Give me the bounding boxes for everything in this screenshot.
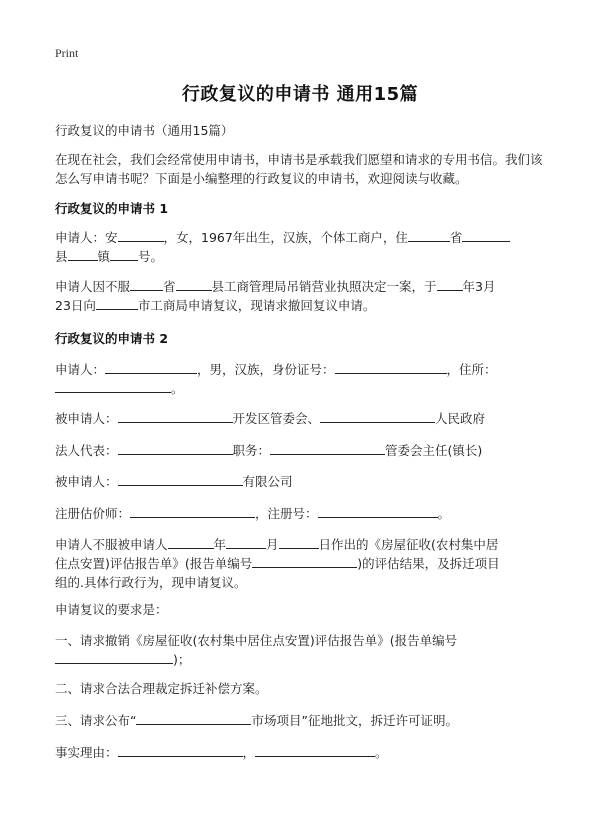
- section-1-heading: 行政复议的申请书 1: [55, 201, 169, 216]
- document-title: 行政复议的申请书 通用15篇: [181, 84, 419, 105]
- blank-line: [318, 505, 438, 518]
- section-2-heading: 行政复议的申请书 2: [55, 331, 169, 346]
- text-span: 申请人：安: [55, 230, 118, 245]
- blank-line: [130, 505, 255, 518]
- text-span: 23日向: [55, 298, 96, 313]
- text-span: 镇: [97, 249, 111, 264]
- blank-line: [320, 410, 435, 423]
- request-heading: 申请复议的要求是：: [55, 602, 168, 617]
- blank-line: [68, 248, 98, 261]
- text-span: 年: [213, 537, 227, 552]
- request-3: [55, 711, 458, 729]
- blank-line: [55, 380, 171, 393]
- blank-line: [130, 278, 163, 291]
- blank-line: [226, 536, 266, 549]
- blank-line: [118, 473, 243, 486]
- text-span: 县: [55, 249, 68, 264]
- blank-line: [55, 651, 173, 664]
- request-1: [55, 631, 550, 669]
- text-span: 省: [163, 279, 176, 294]
- blank-line: [408, 229, 450, 242]
- text-span: 。: [375, 745, 388, 760]
- text-span: 市工商局申请复议，现请求撤回复议申请。: [137, 298, 376, 313]
- text-span: 开发区管委会、: [232, 411, 321, 426]
- text-span: 法人代表：: [55, 443, 118, 458]
- blank-line: [255, 744, 375, 757]
- blank-line: [252, 555, 357, 568]
- text-span: ，男，汉族，身份证号：: [197, 362, 335, 377]
- text-span: 注册估价师：: [55, 506, 131, 521]
- print-link[interactable]: Print: [55, 46, 79, 60]
- legal-representative-line: [55, 441, 482, 459]
- blank-line: [110, 248, 138, 261]
- applicant-line: [55, 360, 550, 398]
- blank-line: [118, 442, 233, 455]
- text-span: 日作出的《房屋征收(农村集中居: [318, 537, 499, 552]
- blank-line: [118, 744, 243, 757]
- text-span: 申请人不服被申请人: [55, 537, 168, 552]
- text-span: 组的.具体行政行为，现申请复议。: [55, 575, 247, 590]
- text-span: ，女，1967年出生，汉族，个体工商户，住: [163, 230, 408, 245]
- blank-line: [118, 410, 233, 423]
- document-subtitle: 行政复议的申请书（通用15篇）: [55, 123, 234, 138]
- blank-line: [335, 361, 447, 374]
- text-span: ，: [242, 745, 256, 760]
- text-span: 号。: [138, 249, 164, 264]
- text-span: 有限公司: [242, 474, 293, 489]
- blank-line: [176, 278, 212, 291]
- text-span: 事实理由：: [55, 745, 118, 760]
- text-span: 一、请求撤销《房屋征收(农村集中居住点安置)评估报告单》(报告单编号: [55, 633, 458, 648]
- text-span: 。: [437, 506, 451, 521]
- text-span: ，住所：: [446, 362, 497, 377]
- text-span: 三、请求公布“: [55, 713, 137, 728]
- text-span: 管委会主任(镇长): [385, 443, 483, 458]
- blank-line: [118, 229, 164, 242]
- text-span: 被申请人：: [55, 474, 118, 489]
- blank-line: [168, 536, 214, 549]
- blank-line: [105, 361, 197, 374]
- blank-line: [270, 442, 385, 455]
- text-span: ，注册号：: [255, 506, 318, 521]
- respondent-2-line: [55, 472, 293, 490]
- intro-paragraph: 在现在社会，我们会经常使用申请书，申请书是承载我们愿望和请求的专用书信。我们该怎么写申请书呢？下面是小编整理的行政复议的申请书，欢迎阅读与收藏。: [55, 152, 543, 186]
- text-span: 职务：: [232, 443, 271, 458]
- facts-line: [55, 743, 388, 761]
- blank-line: [96, 297, 138, 310]
- text-span: 市场项目”征地批文，拆迁许可证明。: [251, 713, 458, 728]
- section-1-paragraph-2: [55, 277, 550, 315]
- text-span: 申请人：: [55, 362, 106, 377]
- text-span: 申请人因不服: [55, 279, 131, 294]
- blank-line: [437, 278, 463, 291]
- text-span: )；: [173, 652, 191, 667]
- text-span: 住点安置)评估报告单》(报告单编号: [55, 556, 253, 571]
- text-span: 年3月: [462, 279, 496, 294]
- request-2: 二、请求合法合理裁定拆迁补偿方案。: [55, 681, 268, 696]
- text-span: 人民政府: [435, 411, 486, 426]
- text-span: 。: [171, 381, 184, 396]
- text-span: 月: [266, 537, 279, 552]
- respondent-line: [55, 409, 485, 427]
- text-span: 县工商管理局吊销营业执照决定一案，于: [211, 279, 437, 294]
- blank-line: [279, 536, 319, 549]
- appraiser-line: [55, 504, 450, 522]
- blank-line: [136, 712, 251, 725]
- text-span: 被申请人：: [55, 411, 118, 426]
- blank-line: [462, 229, 510, 242]
- section-1-paragraph-1: [55, 228, 550, 266]
- text-span: 省: [449, 230, 463, 245]
- disagreement-paragraph: [55, 535, 550, 592]
- text-span: )的评估结果，及拆迁项目: [357, 556, 500, 571]
